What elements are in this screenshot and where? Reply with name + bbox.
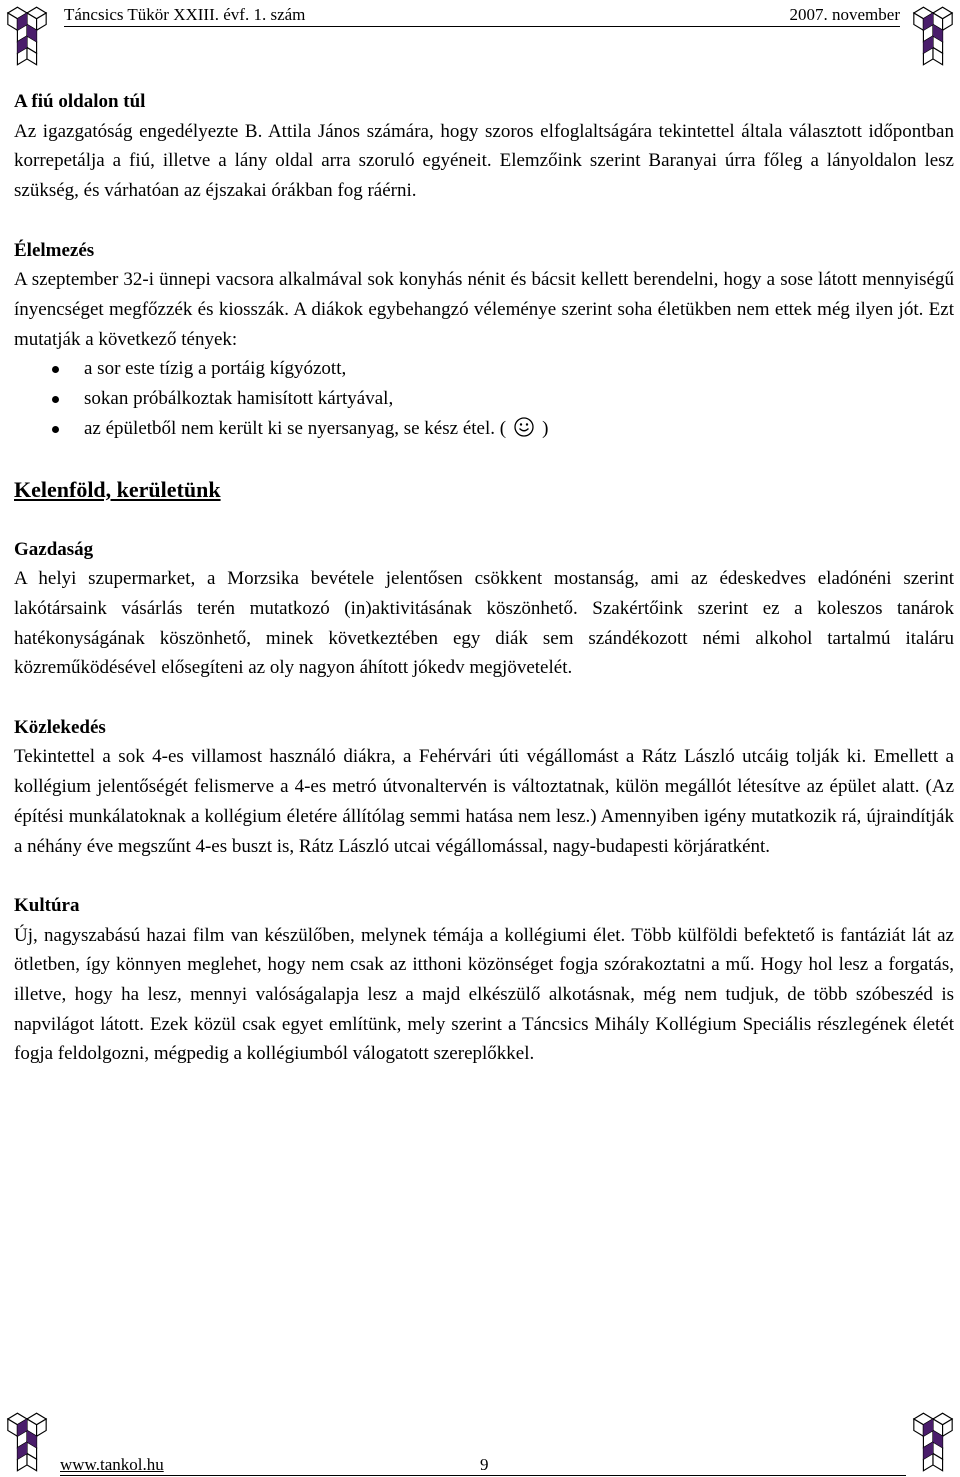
header-publication: Táncsics Tükör XXIII. évf. 1. szám [64, 5, 306, 24]
cube-stack-logo-icon [4, 1408, 50, 1474]
cube-stack-logo-icon [910, 2, 956, 68]
elelmezes-title: Élelmezés [14, 239, 95, 261]
list-item: sokan próbálkoztak hamisított kártyával, [14, 384, 954, 414]
bullet-icon [52, 396, 59, 403]
list-item: az épületből nem került ki se nyersanyag, se kész étel. ( ) [14, 414, 954, 444]
section-title: Kelenföld, kerületünk [14, 477, 221, 503]
page-number: 9 [480, 1455, 489, 1474]
kozlekedes-title: Közlekedés [14, 716, 106, 738]
kultura-text: Új, nagyszabású hazai film van készülőben, melynek témája a kollégiumi élet. Több külföldi befektető is fantáziát lát az ötletben, így könnyen meglehet, hogy nem csak az itthoni közönséget fogja szórakoztatni a mű. Hogy hol lesz a forgatás, illetve, hogy ha lesz, mennyi valóságalapja lesz a majd elkészülő alkotásnak, még nem tudjuk, de több szóbeszéd is napvilágot látott. Ezek közül csak egyet említünk, mely szerint a Táncsics Mihály Kollégium Speciális részlegének életét fogja feldolgozni, mégpedig a kollégiumból válogatott szereplőkkel. [14, 924, 954, 1065]
running-header [64, 4, 900, 27]
cube-stack-logo-icon [910, 1408, 956, 1474]
smiley-icon [514, 417, 534, 437]
header-date: 2007. november [789, 5, 900, 24]
facts-list [14, 354, 954, 443]
elelmezes-text: A szeptember 32-i ünnepi vacsora alkalmával sok konyhás nénit és bácsit kellett berendelni, hogy a sose látott mennyiségű ínyencséget megfőzzék és kiosszák. A diákok egybehangzó véleménye szerint soha életükben nem ettek még ilyen jót. Ezt mutatják a következő tények: [14, 269, 954, 350]
article-body [14, 87, 954, 1069]
gazdasag-text: A helyi szupermarket, a Morzsika bevétele jelentősen csökkent mostanság, ami az édeskedves eladónéni szerint lakótársaink vásárlás terén mutatkozó (in)aktivitásának köszönhető. Szakértőink szerint ez a koleszos tanárok hatékonyságának köszönhető, minek következtében egy diák sem szándékozott némi alkohol tartalmú italáru közreműködésével elősegíteni az oly nagyon áhított jókedv megjövetelét. [14, 568, 954, 679]
list-item: a sor este tízig a portáig kígyózott, [14, 354, 954, 384]
running-footer [60, 1455, 906, 1476]
gazdasag-title: Gazdaság [14, 538, 94, 560]
kultura-title: Kultúra [14, 894, 80, 916]
website-link[interactable]: www.tankol.hu [60, 1455, 164, 1474]
cube-stack-logo-icon [4, 2, 50, 68]
bullet-icon [52, 426, 59, 433]
bullet-icon [52, 366, 59, 373]
intro-title: A fiú oldalon túl [14, 91, 146, 112]
intro-text: Az igazgatóság engedélyezte B. Attila János számára, hogy szoros elfoglaltságára tekintettel általa választott időpontban korrepetálja a fiú, illetve a lány oldal arra szoruló egyéneit. Elemzőink szerint Baranyai úrra főleg a lányoldalon lesz szükség, és várhatóan az éjszakai órákban fog ráérni. [14, 120, 954, 202]
kozlekedes-text: Tekintettel a sok 4-es villamost használó diákra, a Fehérvári úti végállomást a Rátz László utcáig tolják ki. Emellett a kollégium jelentőségét felismerve a 4-es metró útvonaltervén is változtatnak, külön megállót létesítve az épület alatt. (Az építési munkálatoknak a kollégium életére állítólag semmi hatása nem lesz.) Amennyiben igény mutatkozik rá, újraindítják a néhány éve megszűnt 4-es buszt is, Rátz László utcai végállomással, nagy-budapesti körjáratként. [14, 746, 954, 857]
